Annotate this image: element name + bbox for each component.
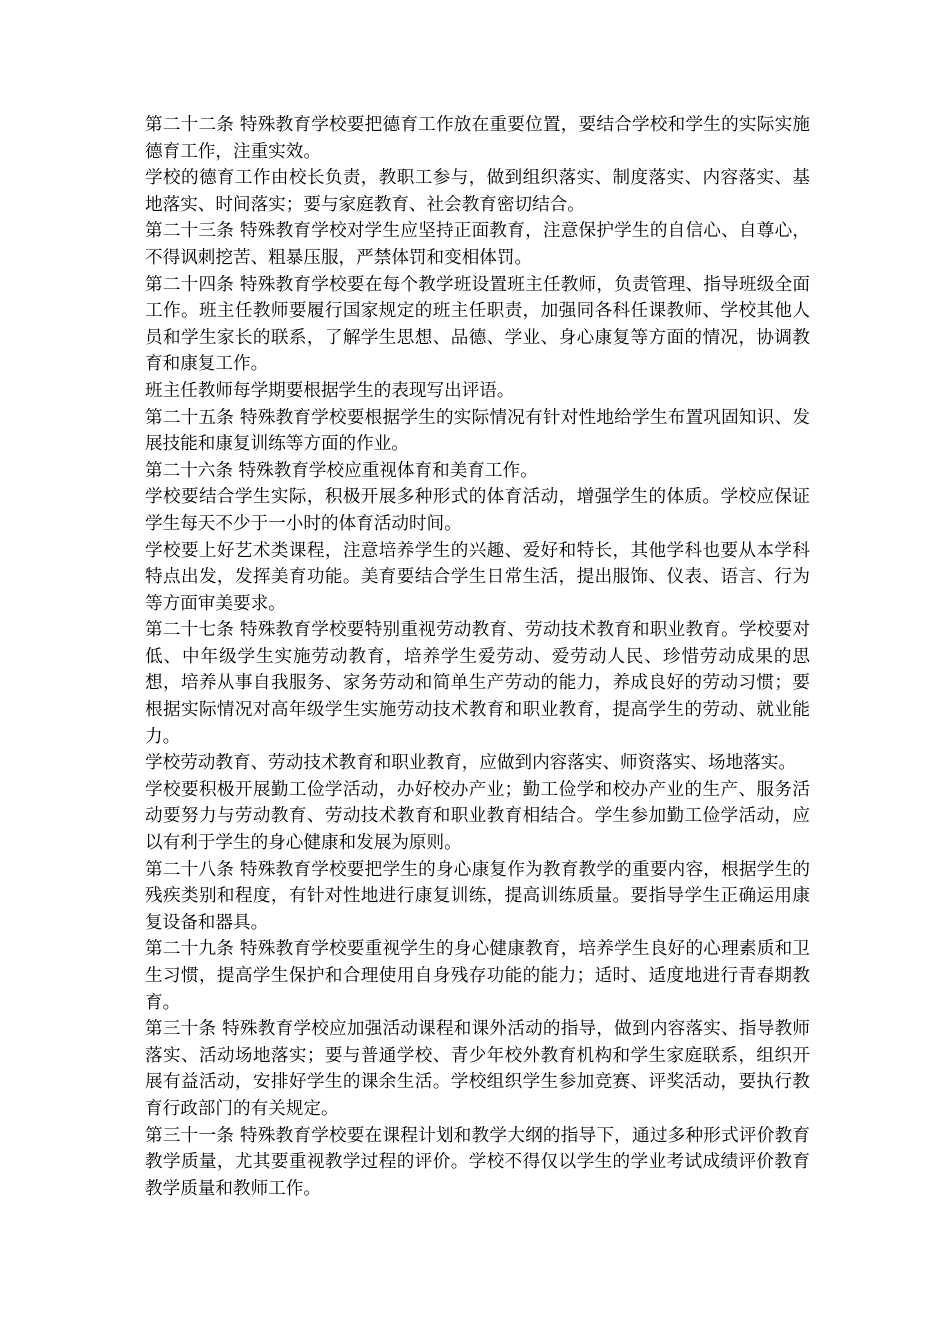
paragraph-work-study: 学校要积极开展勤工俭学活动，办好校办产业；勤工俭学和校办产业的生产、服务活动要努力与劳动教育、劳动技术教育和职业教育相结合。学生参加勤工俭学活动，应以有利于学生的身心健康和发展为原则。 (145, 779, 810, 854)
paragraph-aesthetic-education: 学校要上好艺术类课程，注意培养学生的兴趣、爱好和特长，其他学科也要从本学科特点出发，发挥美育功能。美育要结合学生日常生活，提出服饰、仪表、语言、行为等方面审美要求。 (145, 540, 810, 614)
paragraph-article-22: 第二十二条 特殊教育学校要把德育工作放在重要位置，要结合学校和学生的实际实施德育工作，注重实效。 (145, 115, 810, 162)
document-body (145, 112, 810, 1202)
paragraph-article-31: 第三十一条 特殊教育学校要在课程计划和教学大纲的指导下，通过多种形式评价教育教学质量，尤其要重视教学过程的评价。学校不得仅以学生的学业考试成绩评价教育教学质量和教师工作。 (145, 1125, 810, 1199)
paragraph-homeroom-comments: 班主任教师每学期要根据学生的表现写出评语。 (145, 380, 515, 401)
paragraph-article-28: 第二十八条 特殊教育学校要把学生的身心康复作为教育教学的重要内容，根据学生的残疾类别和程度，有针对性地进行康复训练，提高训练质量。要指导学生正确运用康复设备和器具。 (145, 859, 810, 933)
paragraph-article-29: 第二十九条 特殊教育学校要重视学生的身心健康教育，培养学生良好的心理素质和卫生习惯，提高学生保护和合理使用自身残存功能的能力；适时、适度地进行青春期教育。 (145, 939, 810, 1013)
paragraph-moral-education-responsibility: 学校的德育工作由校长负责，教职工参与，做到组织落实、制度落实、内容落实、基地落实、时间落实；要与家庭教育、社会教育密切结合。 (145, 168, 810, 215)
paragraph-article-30: 第三十条 特殊教育学校应加强活动课程和课外活动的指导，做到内容落实、指导教师落实、活动场地落实；要与普通学校、青少年校外教育机构和学生家庭联系，组织开展有益活动，安排好学生的课余生活。学校组织学生参加竞赛、评奖活动，要执行教育行政部门的有关规定。 (145, 1019, 810, 1119)
paragraph-labor-education-implementation: 学校劳动教育、劳动技术教育和职业教育，应做到内容落实、师资落实、场地落实。 (145, 753, 796, 774)
paragraph-physical-education: 学校要结合学生实际，积极开展多种形式的体育活动，增强学生的体质。学校应保证学生每天不少于一小时的体育活动时间。 (145, 487, 810, 534)
paragraph-article-27: 第二十七条 特殊教育学校要特别重视劳动教育、劳动技术教育和职业教育。学校要对低、中年级学生实施劳动教育，培养学生爱劳动、爱劳动人民、珍惜劳动成果的思想，培养从事自我服务、家务劳动和简单生产劳动的能力，养成良好的劳动习惯；要根据实际情况对高年级学生实施劳动技术教育和职业教育，提高学生的劳动、就业能力。 (145, 620, 810, 747)
paragraph-article-23: 第二十三条 特殊教育学校对学生应坚持正面教育，注意保护学生的自信心、自尊心，不得讽刺挖苦、粗暴压服，严禁体罚和变相体罚。 (145, 221, 810, 268)
paragraph-article-25: 第二十五条 特殊教育学校要根据学生的实际情况有针对性地给学生布置巩固知识、发展技能和康复训练等方面的作业。 (145, 407, 810, 455)
paragraph-article-24: 第二十四条 特殊教育学校要在每个教学班设置班主任教师，负责管理、指导班级全面工作。班主任教师要履行国家规定的班主任职责，加强同各科任课教师、学校其他人员和学生家长的联系，了解学生思想、品德、学业、身心康复等方面的情况，协调教育和康复工作。 (145, 274, 810, 375)
paragraph-article-26: 第二十六条 特殊教育学校应重视体育和美育工作。 (145, 460, 538, 481)
